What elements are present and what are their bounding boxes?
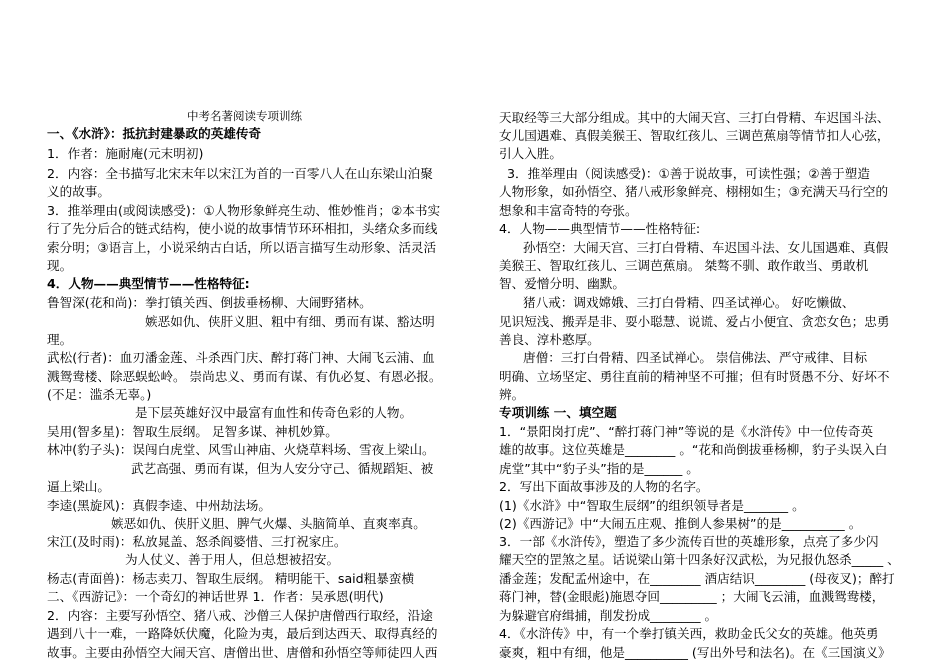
text-line: 想象和丰富奇特的夸张。 — [499, 203, 638, 218]
text-line: 索分明；③语言上，小说采纳古白话，所以语言描写生动形象、活灵活 — [47, 240, 437, 255]
text-line: 宋江(及时雨)：私放晁盖、怒杀阎婆惜、三打祝家庄。 — [47, 534, 347, 549]
text-line: 是下层英雄好汉中最富有血性和传奇色彩的人物。 — [135, 405, 413, 420]
text-line: 人物形象，如孙悟空、猪八戒形象鲜亮、栩栩如生；③充满天马行空的 — [499, 184, 889, 199]
text-line: 雄的故事。这位英雄是________ 。“花和尚倒拔垂杨柳，豹子头误入白 — [499, 442, 888, 457]
text-line: 林冲(豹子头)：误闯白虎堂、风雪山神庙、火烧草料场、雪夜上梁山。 — [47, 442, 435, 457]
text-line: 智、爱憎分明、幽默。 — [499, 276, 625, 291]
text-line: 虎堂”其中“豹子头”指的是______ 。 — [499, 461, 699, 476]
text-line: 2．内容：全书描写北宋末年以宋江为首的一百零八人在山东梁山泊聚 — [47, 166, 433, 181]
text-line: 义的故事。 — [47, 184, 110, 199]
text-line: 1．作者：施耐庵(元末明初) — [47, 146, 204, 161]
text-line: 善良、淳朴憨厚。 — [499, 332, 600, 347]
text-line: 孙悟空：大闹天宫、三打白骨精、车迟国斗法、女儿国遇难、真假 — [523, 240, 889, 255]
subheading: 4．人物——典型情节——性格特征: — [47, 276, 250, 291]
text-line: 现。 — [47, 258, 73, 273]
section-heading: 专项训练 一、填空题 — [499, 405, 617, 420]
text-line: 唐僧：三打白骨精、四圣试禅心。 崇信佛法、严守戒律、目标 — [523, 350, 868, 365]
text-line: 3．推举理由(或阅读感受)：①人物形象鲜亮生动、惟妙惟肖；②本书实 — [47, 203, 441, 218]
text-line: 2．写出下面故事涉及的人物的名字。 — [499, 479, 709, 494]
text-line: 鲁智深(花和尚)：拳打镇关西、倒拔垂杨柳、大闹野猪林。 — [47, 295, 372, 310]
text-line: 4．《水浒传》中，有一个拳打镇关西，救助金氏父女的英雄。他英勇 — [499, 626, 879, 641]
text-line: 为躲避官府缉捕，削发扮成________ 。 — [499, 608, 718, 623]
page-title: 中考名著阅读专项训练 — [187, 109, 302, 123]
text-line: 女儿国遇难、真假美猴王、智取红孩儿、三调芭蕉扇等情节扣人心弦， — [499, 128, 890, 143]
text-line: 3．推举理由（阅读感受)：①善于说故事，可读性强；②善于塑造 — [507, 166, 870, 181]
text-line: 3．一部《水浒传》，塑造了多少流传百世的英雄形象，点亮了多少闪 — [499, 534, 879, 549]
text-line: 行了先分后合的链式结构，使小说的故事情节环环相扣，头绪众多而线 — [47, 221, 438, 236]
text-line: 耀天空的罡煞之星。话说梁山第十四条好汉武松，为兄报仇怒杀_____ 、 — [499, 552, 900, 567]
text-line: 故事。主要由孙悟空大闹天宫、唐僧出世、唐僧和孙悟空等师徒四人西 — [47, 645, 438, 660]
text-line: 引人入胜。 — [499, 146, 562, 161]
text-line: 潘金莲；发配孟州途中，在________ 酒店结识________ (母夜叉)；醉打 — [499, 571, 895, 586]
text-line: 理。 — [47, 332, 73, 347]
text-line: 见识短浅、搬弄是非、耍小聪慧、说谎、爱占小便宜、贪恋女色；忠勇 — [499, 314, 890, 329]
text-line: 嫉恶如仇、侠肝义胆、粗中有细、勇而有谋、豁达明 — [145, 314, 435, 329]
text-line: 吴用(智多星)：智取生辰纲。 足智多谋、神机妙算。 — [47, 424, 338, 439]
text-line: 武艺高强、勇而有谋，但为人安分守己、循规蹈矩、被 — [131, 461, 434, 476]
text-line: 逼上梁山。 — [47, 479, 110, 494]
text-line: 明确、立场坚定、勇往直前的精神坚不可摧；但有时贤愚不分、好坏不 — [499, 369, 890, 384]
text-line: 杨志(青面兽)：杨志卖刀、智取生辰纲。 精明能干、said粗暴蛮横 — [47, 571, 415, 586]
text-line: 遇到八十一难，一路降妖伏魔，化险为夷，最后到达西天、取得真经的 — [47, 626, 438, 641]
text-line: 二、《西游记》：一个奇幻的神话世界 1．作者：吴承恩(明代) — [47, 589, 384, 604]
text-line: 天取经等三大部分组成。其中的大闹天宫、三打白骨精、车迟国斗法、 — [499, 110, 890, 125]
text-line: 李逵(黑旋风)：真假李逵、中州劫法场。 — [47, 498, 271, 513]
text-line: 蒋门神，替(金眼彪)施恩夺回_________ ；大闹飞云浦，血溅鸳鸯楼， — [499, 589, 885, 604]
text-line: 2．内容：主要写孙悟空、猪八戒、沙僧三人保护唐僧西行取经，沿途 — [47, 608, 433, 623]
text-line: 美猴王、智取红孩儿、三调芭蕉扇。 桀骜不驯、敢作敢当、勇敢机 — [499, 258, 869, 273]
text-line: 嫉恶如仇、侠肝义胆、脾气火爆、头脑简单、直爽率真。 — [111, 516, 426, 531]
text-line: 为人仗义、善于用人，但总想被招安。 — [125, 552, 340, 567]
text-line: 豪爽，粗中有细，他是__________ (写出外号和法名)。在《三国演义》 — [499, 645, 891, 660]
text-line: 溅鸳鸯楼、除恶蜈蚣岭。 崇尚忠义、勇而有谋、有仇必复、有恩必报。 — [47, 369, 442, 384]
section-heading: 一、《水浒》：抵抗封建暴政的英雄传奇 — [47, 126, 262, 141]
text-line: 猪八戒：调戏嫦娥、三打白骨精、四圣试禅心。 好吃懒做、 — [523, 295, 855, 310]
text-line: 1．“景阳岗打虎”、“醉打蒋门神”等说的是《水浒传》中一位传奇英 — [499, 424, 874, 439]
text-line: 武松(行者)：血刃潘金莲、斗杀西门庆、醉打蒋门神、大闹飞云浦、血 — [47, 350, 435, 365]
text-line: 4．人物——典型情节——性格特征: — [499, 221, 701, 236]
text-line: (2)《西游记》中“大闹五庄观、推倒人参果树”的是__________ 。 — [499, 516, 862, 531]
text-line: (1)《水浒》中“智取生辰纲”的组织领导者是_______ 。 — [499, 498, 805, 513]
text-line: (不足：滥杀无辜。) — [47, 387, 152, 402]
text-line: 辨。 — [499, 387, 525, 402]
